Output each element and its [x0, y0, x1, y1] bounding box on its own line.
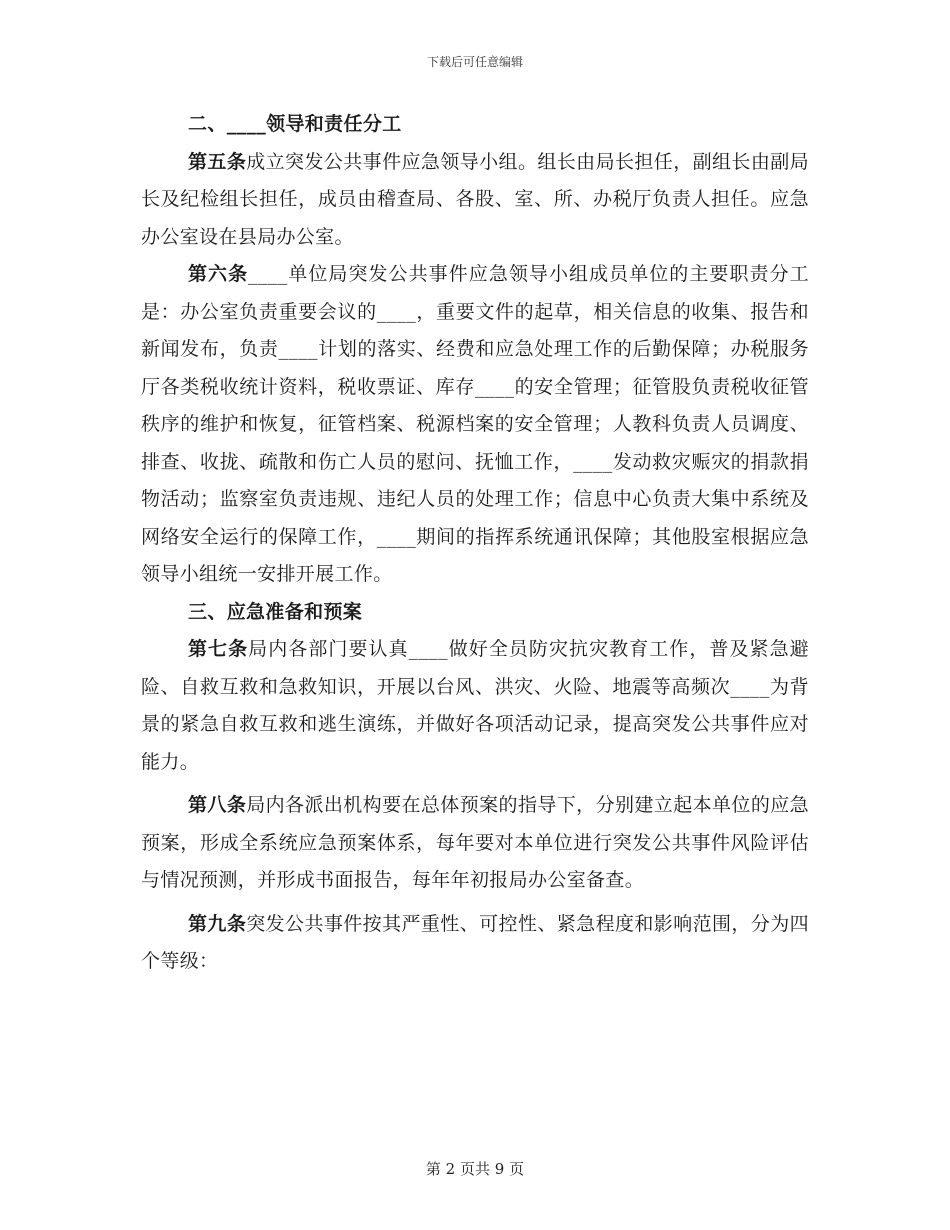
- article-label: 第六条: [188, 263, 249, 285]
- article-text: ____单位局突发公共事件应急领导小组成员单位的主要职责分工是：办公室负责重要会议的____，重要文件的起草，相关信息的收集、报告和新闻发布，负责____计划的落实、经费和应急处理工作的后勤保障；办税服务厅各类税收统计资料，税收票证、库存____的安全管理；征管股负责税收征管秩序的维护和恢复，征管档案、税源档案的安全管理；人教科负责人员调度、排查、收拢、疏散和伤亡人员的慰问、抚恤工作，____发动救灾赈灾的捐款捐物活动；监察室负责违规、违纪人员的处理工作；信息中心负责大集中系统及网络安全运行的保障工作，____期间的指挥系统通讯保障；其他股室根据应急领导小组统一安排开展工作。: [141, 263, 809, 585]
- article-6: [141, 256, 809, 594]
- page-footer: 第 2 页共 9 页: [425, 1160, 525, 1178]
- article-label: 第九条: [188, 912, 247, 935]
- document-body: [141, 106, 809, 981]
- page-header: 下载后可任意编辑: [426, 55, 523, 69]
- article-7: [141, 631, 809, 781]
- article-5: [141, 144, 809, 257]
- article-8: [141, 787, 809, 900]
- section-heading-2: 二、____领导和责任分工: [188, 113, 402, 135]
- article-label: 第八条: [188, 794, 247, 816]
- article-text: 局内各部门要认真____做好全员防灾抗灾教育工作，普及紧急避险、自救互救和急救知识，开展以台风、洪灾、火险、地震等高频次____为背景的紧急自救互救和逃生演练，并做好各项活动记录，提高突发公共事件应对能力。: [141, 638, 809, 773]
- article-text: 局内各派出机构要在总体预案的指导下，分别建立起本单位的应急预案，形成全系统应急预案体系，每年要对本单位进行突发公共事件风险评估与情况预测，并形成书面报告，每年年初报局办公室备查。: [141, 794, 809, 891]
- article-9: [141, 906, 809, 981]
- article-text: 突发公共事件按其严重性、可控性、紧急程度和影响范围，分为四个等级：: [141, 912, 809, 972]
- article-label: 第五条: [188, 150, 247, 173]
- article-label: 第七条: [188, 638, 249, 660]
- section-heading-3: 三、应急准备和预案: [188, 600, 363, 623]
- article-text: 成立突发公共事件应急领导小组。组长由局长担任，副组长由副局长及纪检组长担任，成员由稽查局、各股、室、所、办税厅负责人担任。应急办公室设在县局办公室。: [141, 150, 809, 248]
